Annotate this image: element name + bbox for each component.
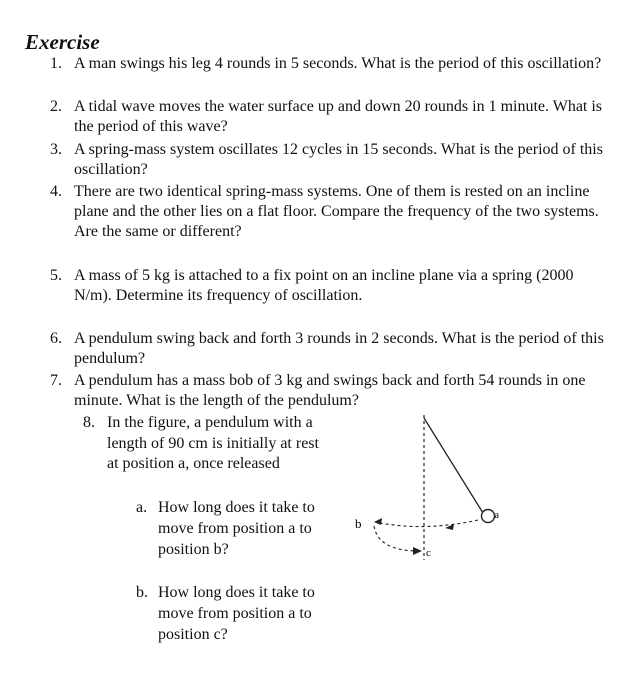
question-6 <box>50 329 610 369</box>
question-number: 2. <box>50 98 62 115</box>
pendulum-bob <box>482 510 495 523</box>
subquestion-text: How long does it take to move from position a to position b? <box>158 499 315 558</box>
question-text: A mass of 5 kg is attached to a fix point on an incline plane via a spring (2000 N/m). Determine its frequency of oscillation. <box>74 267 574 304</box>
subquestion-letter: a. <box>136 499 148 516</box>
question-number: 6. <box>50 330 62 347</box>
question-5 <box>50 266 615 306</box>
question-text: A pendulum has a mass bob of 3 kg and swings back and forth 54 rounds in one minute. What is the length of the pendulum? <box>74 372 586 409</box>
pendulum-string <box>424 418 483 513</box>
subquestion-b <box>136 582 336 645</box>
arrow-to-c <box>413 547 422 555</box>
label-b: b <box>355 516 362 531</box>
subquestion-text: How long does it take to move from position a to position c? <box>158 584 315 643</box>
question-text: A pendulum swing back and forth 3 rounds in 2 seconds. What is the period of this pendulum? <box>74 330 604 367</box>
subquestion-a <box>136 497 336 560</box>
question-4 <box>50 182 610 242</box>
subquestion-letter: b. <box>136 584 148 601</box>
question-number: 4. <box>50 183 62 200</box>
question-number: 3. <box>50 141 62 158</box>
question-number: 7. <box>50 372 62 389</box>
question-7 <box>50 371 610 411</box>
question-text: A tidal wave moves the water surface up and down 20 rounds in 1 minute. What is the period of this wave? <box>74 98 603 135</box>
question-text: A man swings his leg 4 rounds in 5 seconds. What is the period of this oscillation? <box>74 55 602 72</box>
question-number: 5. <box>50 267 62 284</box>
question-text: In the figure, a pendulum with a length of 90 cm is initially at rest at position a, once released <box>107 414 319 472</box>
question-number: 1. <box>50 55 62 72</box>
question-1 <box>50 54 610 74</box>
pendulum-figure <box>350 410 500 570</box>
page-title: Exercise <box>25 30 100 54</box>
question-2 <box>50 97 610 137</box>
question-text: There are two identical spring-mass systems. One of them is rested on an incline plane and the other lies on a flat floor. Compare the frequency of the two systems. Are the same or different? <box>74 183 599 240</box>
question-8 <box>83 413 333 475</box>
question-3 <box>50 140 610 180</box>
swing-arc <box>375 520 478 527</box>
label-a: a <box>494 510 499 521</box>
question-text: A spring-mass system oscillates 12 cycles in 15 seconds. What is the period of this oscillation? <box>74 141 603 178</box>
return-arc <box>374 526 416 551</box>
arrow-at-b <box>374 518 382 525</box>
question-number: 8. <box>83 414 95 431</box>
label-c: c <box>426 547 431 559</box>
